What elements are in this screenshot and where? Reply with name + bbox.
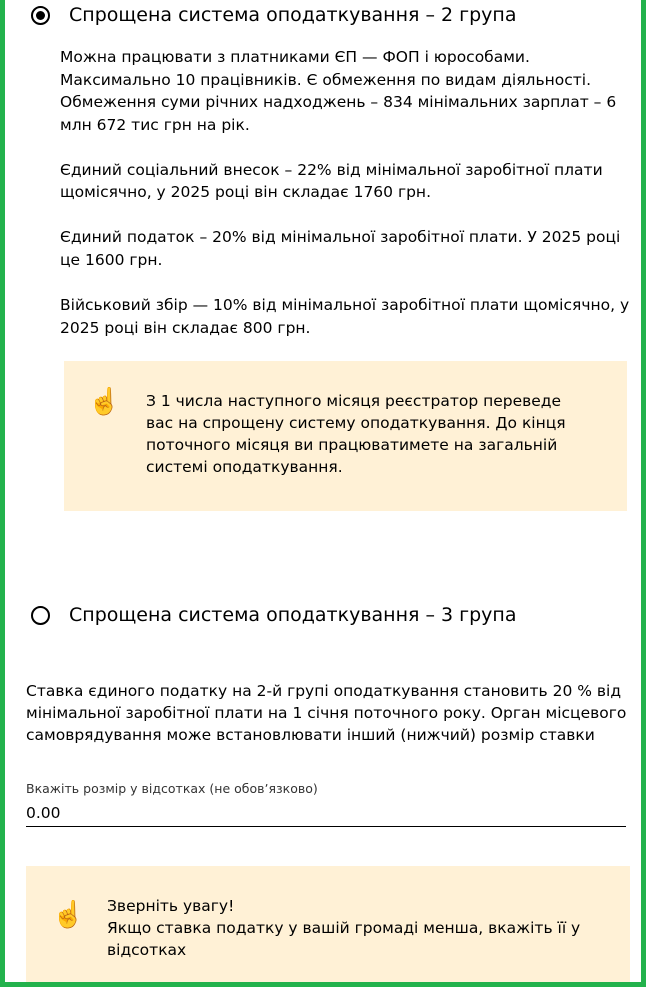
group-2-single-tax-text: Єдиний податок – 20% від мінімальної заробітної плати. У 2025 році це 1600 грн. xyxy=(60,228,621,269)
group-2-details xyxy=(60,46,630,362)
rate-description: Ставка єдиного податку на 2-й групі оподаткування становить 20 % від мінімальної заробітної плати на 1 січня поточного року. Орган місцевого самоврядування може встановлювати інший (нижчий) розмір ставки xyxy=(26,682,627,744)
attention-notice-text: Якщо ставка податку у вашій громаді менша, вкажіть її у відсотках xyxy=(107,919,581,959)
attention-notice xyxy=(26,866,630,987)
radio-label-group-2: Спрощена система оподаткування – 2 група xyxy=(69,4,517,26)
radio-label-group-3: Спрощена система оподаткування – 3 група xyxy=(69,604,517,626)
radio-option-group-3[interactable] xyxy=(31,603,517,627)
rate-field-label: Вкажіть розмір у відсотках (не обовʼязково) xyxy=(26,781,318,796)
pointing-hand-icon: ☝️ xyxy=(88,387,121,417)
group-2-notice-text: З 1 числа наступного місяця реєстратор переведе вас на спрощену систему оподаткування. До кінця поточного місяця ви працюватимете на загальній системі оподаткування. xyxy=(146,392,566,476)
attention-notice-content xyxy=(107,895,607,961)
group-2-social-contribution-text: Єдиний соціальний внесок – 22% від мінімальної заробітної плати щомісячно, у 2025 році він складає 1760 грн. xyxy=(60,160,603,202)
radio-button-unselected[interactable] xyxy=(31,606,50,625)
radio-button-selected[interactable] xyxy=(31,6,50,25)
radio-option-group-2[interactable] xyxy=(31,3,517,27)
group-2-limits-text: Можна працювати з платниками ЄП — ФОП і юрособами. Максимально 10 працівників. Є обмеження по видам діяльності. Обмеження суми річних надходжень – 834 мінімальних зарплат – 6 млн 672 тис грн на рік. xyxy=(60,48,617,134)
pointing-hand-icon: ☝️ xyxy=(52,900,85,930)
rate-percent-input[interactable] xyxy=(26,800,626,827)
group-2-military-levy-text: Військовий збір — 10% від мінімальної заробітної плати щомісячно, у 2025 році він складає 800 грн. xyxy=(60,295,630,337)
group-2-notice xyxy=(64,361,627,511)
attention-notice-title: Зверніть увагу! xyxy=(107,897,235,915)
